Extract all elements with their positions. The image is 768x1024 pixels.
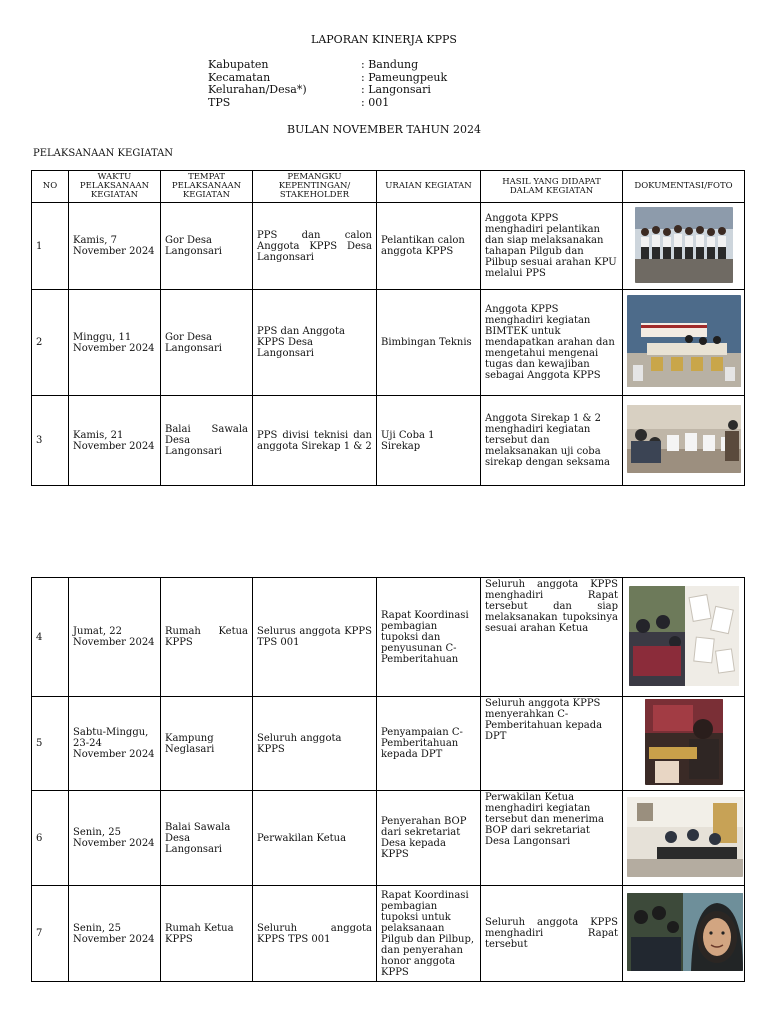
cell-pemangku: Selurus anggota KPPS TPS 001: [253, 578, 377, 697]
meta-value: : Langonsari: [361, 83, 431, 96]
cell-uraian: Rapat Koordinasi pembagian tupoksi dan penyusunan C-Pemberitahuan: [377, 578, 481, 697]
cell-tempat: Balai Sawala Desa Langonsari: [161, 791, 253, 886]
cell-hasil: Seluruh anggota KPPS menghadiri Rapat tersebut: [481, 886, 623, 982]
table-row: [32, 578, 745, 697]
cell-waktu: Senin, 25 November 2024: [69, 886, 161, 982]
meta-value: : Pameungpeuk: [361, 70, 448, 84]
cell-uraian: Uji Coba 1 Sirekap: [377, 396, 481, 486]
cell-no: 1: [32, 203, 69, 290]
cell-pemangku: PPS dan calon Anggota KPPS Desa Langonsari: [253, 203, 377, 290]
cell-pemangku: Perwakilan Ketua: [253, 791, 377, 886]
cell-uraian: Rapat Koordinasi pembagian tupoksi untuk pelaksanaan Pilgub dan Pilbup, dan penyerahan honor anggota KPPS: [377, 886, 481, 982]
notice-delivery: [645, 699, 723, 785]
table-row: [32, 396, 745, 486]
cell-no: 7: [32, 886, 69, 982]
cell-foto: [623, 791, 745, 886]
table-row: [32, 290, 745, 396]
table-header-row: [32, 171, 745, 203]
coordination-meeting-selfie: [627, 893, 743, 971]
cell-tempat: Rumah Ketua KPPS: [161, 578, 253, 697]
cell-waktu: Senin, 25 November 2024: [69, 791, 161, 886]
table-row: [32, 791, 745, 886]
cell-waktu: Sabtu-Minggu, 23-24 November 2024: [69, 697, 161, 791]
cell-pemangku: PPS dan Anggota KPPS Desa Langonsari: [253, 290, 377, 396]
cell-foto: [623, 697, 745, 791]
cell-no: 2: [32, 290, 69, 396]
meta-row-kabupaten: [208, 59, 447, 72]
cell-tempat: Gor Desa Langonsari: [161, 290, 253, 396]
header-waktu: WAKTU PELAKSANAAN KEGIATAN: [69, 171, 161, 203]
cell-pemangku: Seluruh anggota KPPS: [253, 697, 377, 791]
cell-hasil: Seluruh anggota KPPS menghadiri Rapat tersebut dan siap melaksanakan tupoksinya sesuai arahan Ketua: [481, 578, 623, 697]
cell-uraian: Penyerahan BOP dari sekretariat Desa kepada KPPS: [377, 791, 481, 886]
header-hasil: HASIL YANG DIDAPAT DALAM KEGIATAN: [481, 171, 623, 203]
cell-uraian: Bimbingan Teknis: [377, 290, 481, 396]
cell-pemangku: PPS divisi teknisi dan anggota Sirekap 1 & 2: [253, 396, 377, 486]
header-tempat: TEMPAT PELAKSANAAN KEGIATAN: [161, 171, 253, 203]
cell-hasil: Anggota KPPS menghadiri pelantikan dan siap melaksanakan tahapan Pilgub dan Pilbup sesuai arahan KPU melalui PPS: [481, 203, 623, 290]
cell-foto: [623, 578, 745, 697]
cell-tempat: Rumah Ketua KPPS: [161, 886, 253, 982]
table-row: [32, 886, 745, 982]
activity-table-page-2: [31, 577, 745, 982]
cell-foto: [623, 396, 745, 486]
cell-waktu: Jumat, 22 November 2024: [69, 578, 161, 697]
header-pemangku: PEMANGKU KEPENTINGAN/ STAKEHOLDER: [253, 171, 377, 203]
group-photo-inauguration: [635, 207, 733, 283]
cell-pemangku: Seluruh anggota KPPS TPS 001: [253, 886, 377, 982]
cell-no: 4: [32, 578, 69, 697]
cell-waktu: Kamis, 7 November 2024: [69, 203, 161, 290]
cell-foto: [623, 290, 745, 396]
table-row: [32, 697, 745, 791]
cell-tempat: Balai Sawala Desa Langonsari: [161, 396, 253, 486]
meta-label: Kecamatan: [208, 70, 271, 84]
cell-waktu: Minggu, 11 November 2024: [69, 290, 161, 396]
meta-value: : 001: [361, 95, 390, 109]
cell-hasil: Anggota Sirekap 1 & 2 menghadiri kegiatan tersebut dan melaksanakan uji coba sirekap dengan seksama: [481, 396, 623, 486]
section-title: PELAKSANAAN KEGIATAN: [33, 148, 174, 159]
cell-tempat: Gor Desa Langonsari: [161, 203, 253, 290]
header-uraian: URAIAN KEGIATAN: [377, 171, 481, 203]
meta-label: Kabupaten: [208, 58, 269, 71]
activity-table-page-1: [31, 170, 745, 486]
cell-hasil: Perwakilan Ketua menghadiri kegiatan tersebut dan menerima BOP dari sekretariat Desa Langonsari: [481, 791, 623, 886]
cell-tempat: Kampung Neglasari: [161, 697, 253, 791]
cell-waktu: Kamis, 21 November 2024: [69, 396, 161, 486]
header-foto: DOKUMENTASI/FOTO: [623, 171, 745, 203]
meta-label: Kelurahan/Desa*): [208, 83, 307, 96]
coordination-meeting-home: [629, 586, 739, 686]
technical-training-stage: [627, 295, 741, 387]
cell-uraian: Pelantikan calon anggota KPPS: [377, 203, 481, 290]
cell-no: 6: [32, 791, 69, 886]
meta-value: : Bandung: [361, 58, 419, 71]
cell-foto: [623, 203, 745, 290]
bop-handover-office: [627, 797, 743, 877]
report-period: BULAN NOVEMBER TAHUN 2024: [287, 123, 481, 136]
meta-row-tps: [208, 97, 447, 110]
header-no: NO: [32, 171, 69, 203]
cell-uraian: Penyampaian C-Pemberitahuan kepada DPT: [377, 697, 481, 791]
meta-label: TPS: [208, 95, 231, 109]
cell-hasil: Anggota KPPS menghadiri kegiatan BIMTEK untuk mendapatkan arahan dan mengetahui mengenai tugas dan kewajiban sebagai Anggota KPPS: [481, 290, 623, 396]
report-title: LAPORAN KINERJA KPPS: [311, 33, 457, 46]
cell-foto: [623, 886, 745, 982]
table-row: [32, 203, 745, 290]
cell-no: 5: [32, 697, 69, 791]
report-meta: [208, 59, 447, 109]
sirekap-trial-hall: [627, 405, 741, 473]
cell-no: 3: [32, 396, 69, 486]
cell-hasil: Seluruh anggota KPPS menyerahkan C-Pemberitahuan kepada DPT: [481, 697, 623, 791]
meta-row-kelurahan: [208, 84, 447, 97]
